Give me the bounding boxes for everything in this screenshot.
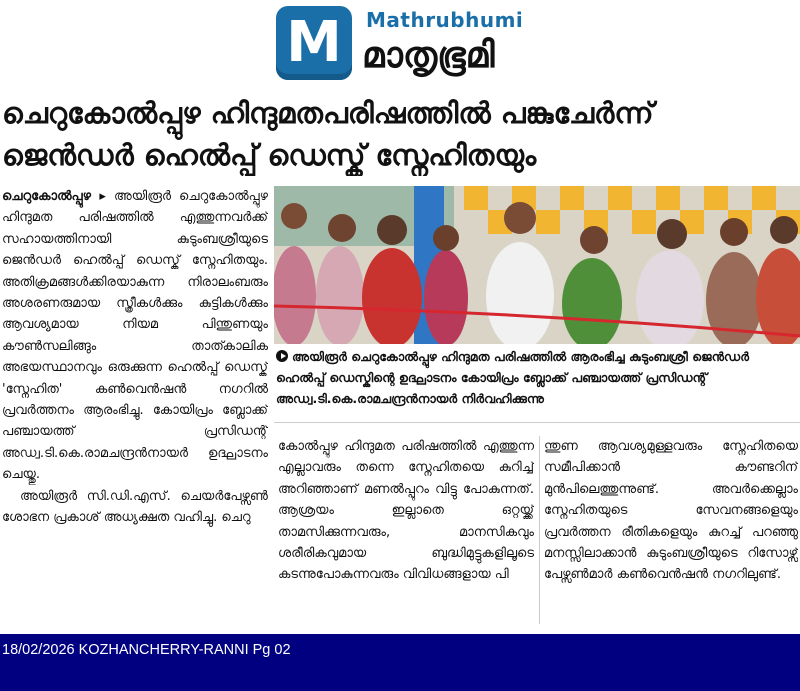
photo-caption <box>276 346 798 409</box>
article-col1-para2: അയിരൂർ സി.ഡി.എസ്. ചെയർപേഴ്സൺ ശോഭന പ്രകാശ് അധ്യക്ഷത വഹിച്ചു. ചെറു <box>2 488 268 526</box>
article-col3-text: ന്തുണ ആവശ്യമുള്ളവരും സ്നേഹിതയെ സമീപിക്കാൻ കൗണ്ടറിന് മുൻപിലെത്തുന്നുണ്ട്. അവർക്കെല്ലാം സ്നേഹിതയുടെ സേവനങ്ങളെയും പ്രവർത്തന രീതികളെയും കുറച്ച് പറഞ്ഞു മനസ്സിലാക്കാൻ കുടുംബശ്രീയുടെ റിസോഴ്സ് പേഴ്സൺമാർ കൺവെൻഷൻ നഗറിലുണ്ട്. <box>544 439 798 583</box>
headline <box>0 92 800 176</box>
ribbon-cutting-photo <box>274 186 800 344</box>
article-col2-text: കോൽപ്പുഴ ഹിന്ദുമത പരിഷത്തിൽ എത്തുന്ന എല്ലാവരും തന്നെ സ്നേഹിതയെ കുറിച്ച് അറിഞ്ഞാണ് മണൽപ്പുറം വിട്ടു പോകുന്നത്. ആശ്രയം ഇല്ലാതെ ഒറ്റയ്ക്ക് താമസിക്കുന്നവരും, മാനസികവും ശരീരികവുമായ ബുദ്ധിമുട്ടുകളിലൂടെ കടന്നുപോകുന്നവരും വിവിധങ്ങളായ പി <box>278 439 534 583</box>
headline-line-2: ജെൻഡർ ഹെൽപ്പ് ഡെസ്ക് സ്നേഹിതയും <box>2 138 537 172</box>
article-column-1 <box>2 186 268 624</box>
caption-bullet-icon <box>276 350 288 362</box>
brand-name-english: Mathrubhumi <box>366 8 524 32</box>
article-col1-text: അയിരൂർ ചെറുകോൽപ്പുഴ ഹിന്ദുമത പരിഷത്തിൽ എത്തുന്നവർക്ക് സഹായത്തിനായി കുടുംബശ്രീയുടെ ജെൻഡർ ഹെൽപ്പ് ഡെസ്ക് സ്നേഹിതയും. അതിക്രമങ്ങൾക്കിരയാകുന്ന നിരാലംബരും അശരണരുമായ സ്ത്രീകൾക്കും കുട്ടികൾക്കും ആവശ്യമായ നിയമ പിന്തുണയും കൗൺസലിങ്ങും താത്കാലിക അഭയസ്ഥാനവും ഒരുക്കുന്ന ഹെൽപ്പ് ഡെസ്ക് 'സ്നേഹിത' കൺവെൻഷൻ നഗറിൽ പ്രവർത്തനം ആരംഭിച്ചു. കോയിപ്രം ബ്ലോക്ക് പഞ്ചായത്ത് പ്രസിഡന്റ് അഡ്വ.ടി.കെ.രാമചന്ദ്രൻനായർ ഉദ്ഘാടനം ചെയ്തു. <box>2 189 268 483</box>
mathrubhumi-logo-icon <box>276 6 352 80</box>
article-column-2 <box>278 436 534 624</box>
caption-divider <box>274 422 800 423</box>
article-column-3 <box>544 436 798 624</box>
column-divider <box>539 436 540 624</box>
dateline: ചെറുകോൽപ്പുഴ ▸ <box>2 189 106 204</box>
headline-line-1: ചെറുകോൽപ്പുഴ ഹിന്ദുമതപരിഷത്തിൽ പങ്കുചേർന്ന് <box>2 96 654 130</box>
brand-name-malayalam: മാതൃഭൂമി <box>362 35 495 76</box>
news-photo <box>274 186 800 344</box>
edition-info: 18/02/2026 KOZHANCHERRY-RANNI Pg 02 <box>2 642 291 658</box>
photo-caption-text: അയിരൂർ ചെറുകോൽപ്പുഴ ഹിന്ദുമത പരിഷത്തിൽ ആരംഭിച്ച കുടുംബശ്രീ ജെൻഡർ ഹെൽപ്പ് ഡെസ്കിന്റെ ഉദ്ഘാടനം കോയിപ്രം ബ്ലോക്ക് പഞ്ചായത്ത് പ്രസിഡന്റ് അഡ്വ.ടി.കെ.രാമചന്ദ്രൻനായർ നിർവഹിക്കുന്നു <box>276 349 749 406</box>
logo-letter: M <box>286 10 342 75</box>
footer-bar <box>0 634 800 691</box>
masthead <box>0 0 800 86</box>
